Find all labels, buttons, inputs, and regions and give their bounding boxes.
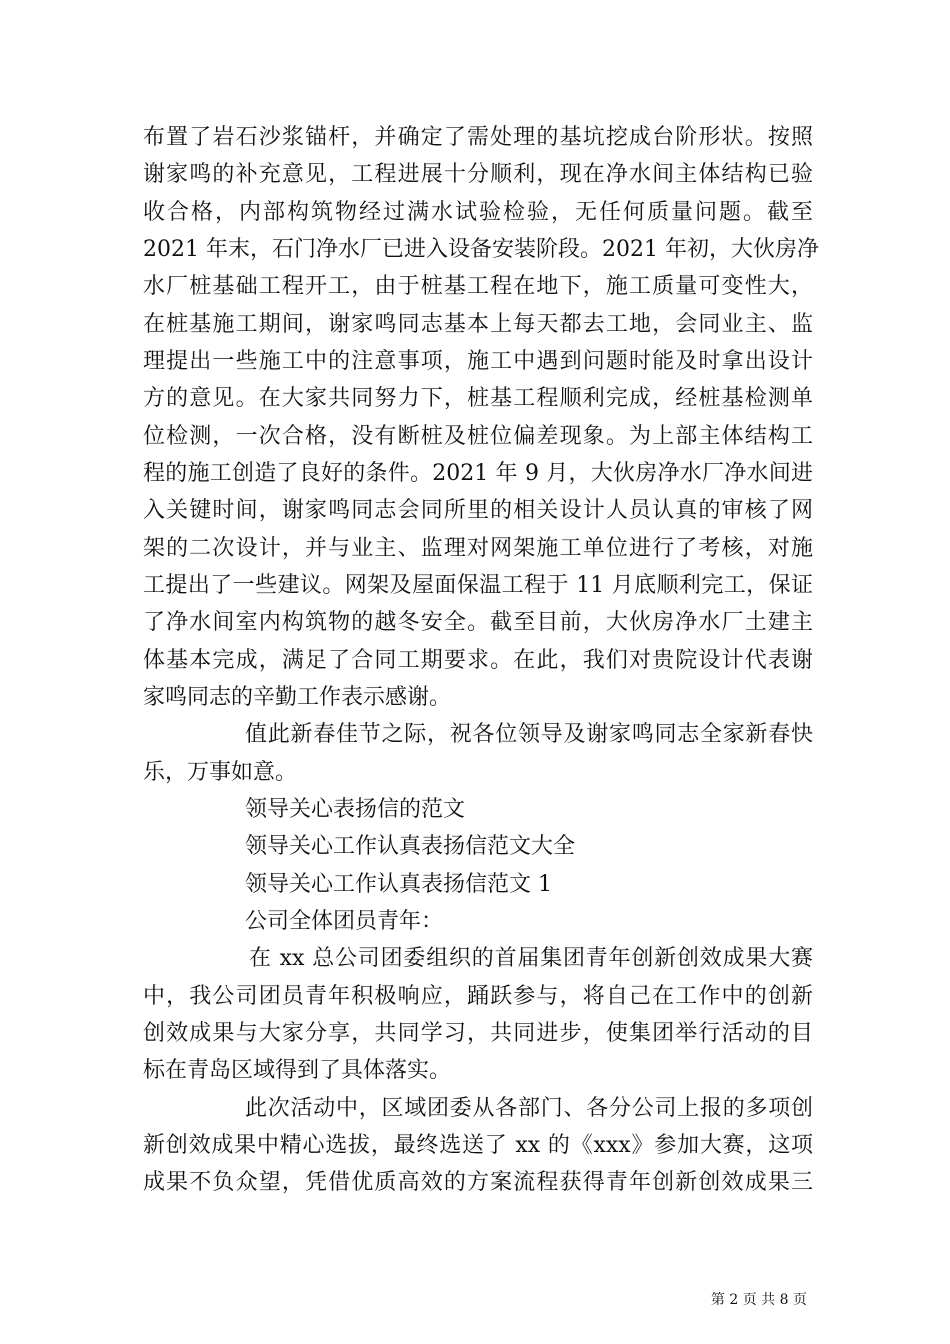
text-line-9: 位检测，一次合格，没有断桩及桩位偏差现象。为上部主体结构工 [143,424,813,449]
text-line-4: 2021 年末，石门净水厂已进入设备安装阶段。2021 年初，大伙房净 [143,237,819,262]
paragraph-3-line-1: 此次活动中，区域团委从各部门、各分公司上报的多项创 [245,1096,813,1121]
text-line-5: 水厂桩基础工程开工，由于桩基工程在地下，施工质量可变性大， [143,274,813,299]
text-line-8: 方的意见。在大家共同努力下，桩基工程顺利完成，经桩基检测单 [143,386,813,411]
paragraph-greeting-line-2: 乐，万事如意。 [143,760,298,785]
heading-line-2: 领导关心工作认真表扬信范文大全 [245,834,576,859]
heading-line-1: 领导关心表扬信的范文 [245,797,466,822]
paragraph-2-line-4: 标在青岛区域得到了具体落实。 [143,1058,452,1083]
text-line-10: 程的施工创造了良好的条件。2021 年 9 月，大伙房净水厂净水间进 [143,461,813,486]
text-line-7: 理提出一些施工中的注意事项，施工中遇到问题时能及时拿出设计 [143,349,813,374]
text-line-6: 在桩基施工期间，谢家鸣同志基本上每天都去工地，会同业主、监 [143,312,813,337]
text-line-13: 工提出了一些建议。网架及屋面保温工程于 11 月底顺利完工，保证 [143,573,813,598]
paragraph-2-line-1: 在 xx 总公司团委组织的首届集团青年创新创效成果大赛 [249,946,813,971]
text-line-1: 布置了岩石沙浆锚杆，并确定了需处理的基坑挖成台阶形状。按照 [143,125,813,150]
text-line-11: 入关键时间，谢家鸣同志会同所里的相关设计人员认真的审核了网 [143,498,813,523]
paragraph-3-line-3: 成果不负众望，凭借优质高效的方案流程获得青年创新创效成果三 [143,1170,813,1195]
text-line-16: 家鸣同志的辛勤工作表示感谢。 [143,685,452,710]
paragraph-2-line-3: 创效成果与大家分享，共同学习，共同进步，使集团举行活动的目 [143,1021,813,1046]
paragraph-2-line-2: 中，我公司团员青年积极响应，踊跃参与，将自己在工作中的创新 [143,984,813,1009]
paragraph-greeting-line-1: 值此新春佳节之际，祝各位领导及谢家鸣同志全家新春快 [245,722,813,747]
text-line-12: 架的二次设计，并与业主、监理对网架施工单位进行了考核，对施 [143,536,813,561]
text-line-3: 收合格，内部构筑物经过满水试验检验，无任何质量问题。截至 [143,200,813,225]
text-line-15: 体基本完成，满足了合同工期要求。在此，我们对贵院设计代表谢 [143,648,813,673]
text-line-14: 了净水间室内构筑物的越冬安全。截至目前，大伙房净水厂土建主 [143,610,813,635]
paragraph-3-line-2: 新创效成果中精心选拔，最终选送了 xx 的《xxx》参加大赛，这项 [143,1133,813,1158]
text-line-2: 谢家鸣的补充意见，工程进展十分顺利，现在净水间主体结构已验 [143,162,813,187]
salutation-line: 公司全体团员青年： [245,909,444,934]
page-number: 第 2 页 共 8 页 [710,1292,807,1308]
heading-line-3: 领导关心工作认真表扬信范文 1 [245,872,552,897]
